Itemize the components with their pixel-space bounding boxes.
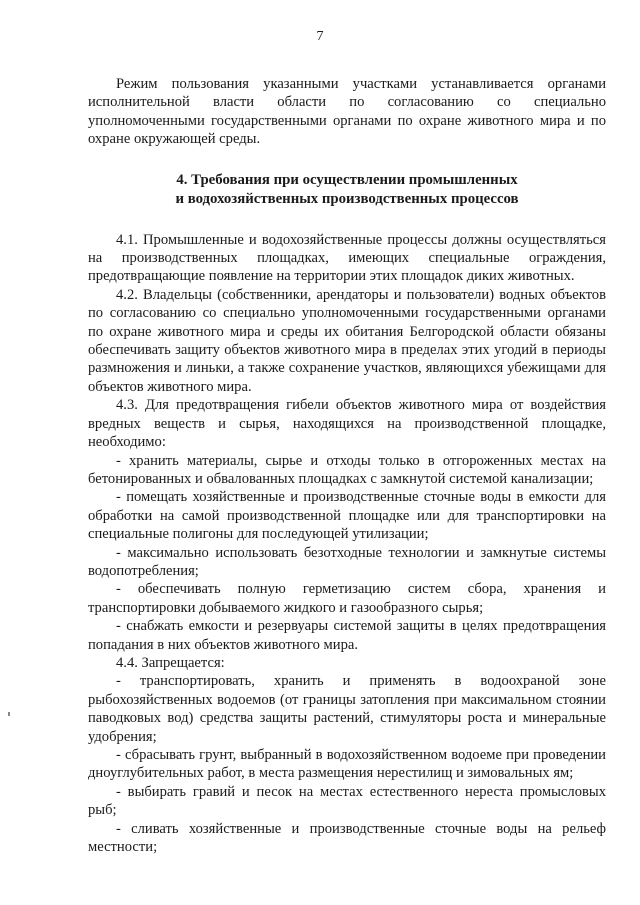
- section-heading-line-1: 4. Требования при осуществлении промышленных: [176, 171, 518, 188]
- list-item-4-4-2: - сбрасывать грунт, выбранный в водохозяйственном водоеме при проведении дноуглубительных работ, в места размещения нерестилищ и зимовальных ям;: [88, 747, 606, 782]
- list-item-4-3-5: - снабжать емкости и резервуары системой защиты в целях предотвращения попадания в них объектов животного мира.: [88, 618, 606, 653]
- list-item-4-4-3: - выбирать гравий и песок на местах естественного нереста промысловых рыб;: [88, 783, 606, 819]
- list-item-4-4-1: - транспортировать, хранить и применять в водоохраной зоне рыбохозяйственных водоемов (от границы затопления при максимальном стоянии паводковых вод) средства защиты растений, стимуляторы роста и минеральные удобрения;: [88, 673, 606, 745]
- page-number: 7: [316, 29, 324, 44]
- list-item-4-3-2: - помещать хозяйственные и производственные сточные воды в емкости для обработки на самой производственной площадке или для транспортировки на специальные полигоны для последующей утилизации;: [88, 489, 606, 543]
- section-heading: [88, 171, 606, 209]
- document-body: [88, 75, 606, 856]
- paragraph-4-2: 4.2. Владельцы (собственники, арендаторы и пользователи) водных объектов по согласованию со специально уполномоченными государственными органами по охране животного мира и среды их обитания Белгородской области обязаны обеспечивать защиту объектов животного мира в пределах этих угодий в периоды размножения и линьки, а также сохранение участков, являющихся убежищами для объектов животного мира.: [88, 286, 606, 395]
- list-item-4-3-4: - обеспечивать полную герметизацию систем сбора, хранения и транспортировки добываемого жидкого и газообразного сырья;: [88, 581, 606, 616]
- paragraph-4-4: 4.4. Запрещается:: [116, 654, 225, 671]
- list-item-4-3-3: - максимально использовать безотходные технологии и замкнутые системы водопотребления;: [88, 544, 606, 579]
- paragraph-4-1: 4.1. Промышленные и водохозяйственные процессы должны осуществляться на производственных площадках, имеющих специальные ограждения, предотвращающие появление на территории этих площадок диких животных.: [88, 231, 606, 285]
- paragraph-4-3: 4.3. Для предотвращения гибели объектов животного мира от воздействия вредных веществ и сырья, находящихся на производственной площадке, необходимо:: [88, 397, 606, 451]
- list-item-4-3-1: - хранить материалы, сырье и отходы только в отгороженных местах на бетонированных и обвалованных площадках с замкнутой системой канализации;: [88, 452, 606, 487]
- list-item-4-4-4: - сливать хозяйственные и производственные сточные воды на рельеф местности;: [88, 820, 606, 856]
- scan-mark: [8, 712, 10, 716]
- section-heading-line-2: и водохозяйственных производственных процессов: [175, 190, 519, 207]
- intro-paragraph: Режим пользования указанными участками устанавливается органами исполнительной власти области по согласованию со специально уполномоченными государственными органами по охране животного мира и по охране окружающей среды.: [88, 76, 606, 148]
